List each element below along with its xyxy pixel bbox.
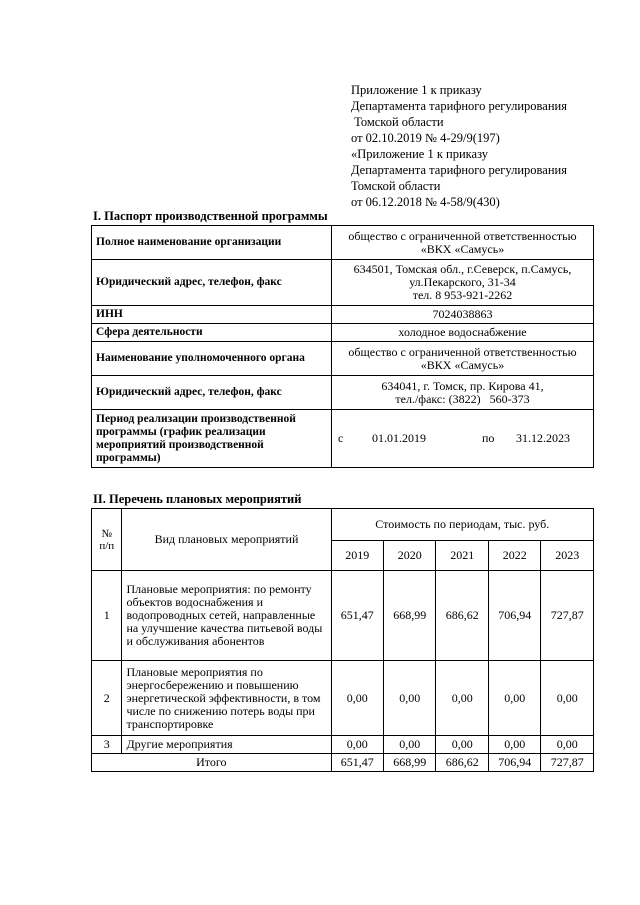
year-header: 2023 [541,541,594,571]
row-value: 0,00 [331,661,383,736]
row-value: 706,94 [488,571,540,661]
row-value: 686,62 [436,571,488,661]
table-row [92,260,594,306]
row-value [332,324,594,342]
value-line: тел. 8 953-921-2262 [412,288,513,302]
row-name: Другие мероприятия [122,736,331,754]
row-value: 0,00 [384,736,436,754]
value-line: «ВКХ «Самусь» [420,357,505,372]
col-num-header: № п/п [92,509,122,571]
measures-table [91,508,594,772]
row-value: 0,00 [488,661,540,736]
table-row [92,571,594,661]
appendix-line: Томской области [351,179,441,193]
row-value [332,226,594,260]
value-line: ул.Пекарского, 31-34 [409,275,516,289]
row-value: 0,00 [541,736,594,754]
table-header-row [92,509,594,541]
appendix-line: Департамента тарифного регулирования [351,163,567,177]
row-label: Полное наименование организации [92,226,332,260]
total-label: Итого [92,754,332,772]
table-row [92,306,594,324]
section2-title: II. Перечень плановых мероприятий [93,492,302,506]
row-value: 0,00 [541,661,594,736]
total-value: 668,99 [384,754,436,772]
table-row [92,342,594,376]
value-line: холодное водоснабжение [398,325,527,339]
value-line: 634041, г. Томск, пр. Кирова 41, [381,378,544,393]
appendix-line: Департамента тарифного регулирования [351,99,567,113]
row-value: 0,00 [331,736,383,754]
row-value: 0,00 [436,661,488,736]
row-value [332,306,594,324]
total-value: 651,47 [331,754,383,772]
row-value: 651,47 [331,571,383,661]
year-header: 2020 [384,541,436,571]
appendix-line: от 02.10.2019 № 4-29/9(197) [351,131,500,145]
table-row [92,736,594,754]
value-line: общество с ограниченной ответственностью [348,228,577,243]
total-value: 686,62 [436,754,488,772]
row-value: 0,00 [436,736,488,754]
value-line: 634501, Томская обл., г.Северск, п.Самусь, [353,262,572,276]
period-value [332,410,594,468]
row-label: ИНН [92,306,332,324]
year-header: 2022 [488,541,540,571]
table-row [92,376,594,410]
year-header: 2021 [436,541,488,571]
value-line: тел./факс: (3822) 560-373 [395,391,530,406]
passport-table [91,225,594,468]
total-value: 727,87 [541,754,594,772]
row-label: Юридический адрес, телефон, факс [92,376,332,410]
table-row [92,324,594,342]
value-line: 7024038863 [432,307,493,321]
appendix-line: от 06.12.2018 № 4-58/9(430) [351,195,500,209]
period-to: 31.12.2023 [516,431,570,445]
row-num: 3 [92,736,122,754]
value-line: «ВКХ «Самусь» [420,241,505,256]
period-label: Период реализации производственной программы (график реализации мероприятий производственной программы) [92,410,332,468]
value-line: общество с ограниченной ответственностью [348,344,577,359]
section1-title: I. Паспорт производственной программы [93,209,328,223]
col-cost-header: Стоимость по периодам, тыс. руб. [331,509,593,541]
row-label: Наименование уполномоченного органа [92,342,332,376]
row-num: 1 [92,571,122,661]
col-name-header: Вид плановых мероприятий [122,509,331,571]
row-value [332,342,594,376]
year-header: 2019 [331,541,383,571]
period-from-word: с [338,431,344,445]
row-value [332,260,594,306]
row-value: 668,99 [384,571,436,661]
table-row [92,226,594,260]
appendix-line: Томской области [351,115,444,129]
row-value: 0,00 [384,661,436,736]
appendix-line: «Приложение 1 к приказу [351,147,489,161]
appendix-header [351,82,567,210]
row-name: Плановые мероприятия: по ремонту объектов водоснабжения и водопроводных сетей, направленные на улучшение качества питьевой воды и обслуживания абонентов [122,571,331,661]
row-name: Плановые мероприятия по энергосбережению и повышению энергетической эффективности, в том числе по снижению потерь воды при транспортировке [122,661,331,736]
row-num: 2 [92,661,122,736]
row-value: 727,87 [541,571,594,661]
table-row [92,410,594,468]
period-from: 01.01.2019 [372,431,426,445]
total-value: 706,94 [488,754,540,772]
period-to-word: по [482,431,495,445]
table-row [92,661,594,736]
total-row [92,754,594,772]
row-label: Сфера деятельности [92,324,332,342]
row-value: 0,00 [488,736,540,754]
row-value [332,376,594,410]
appendix-line: Приложение 1 к приказу [351,83,482,97]
row-label: Юридический адрес, телефон, факс [92,260,332,306]
